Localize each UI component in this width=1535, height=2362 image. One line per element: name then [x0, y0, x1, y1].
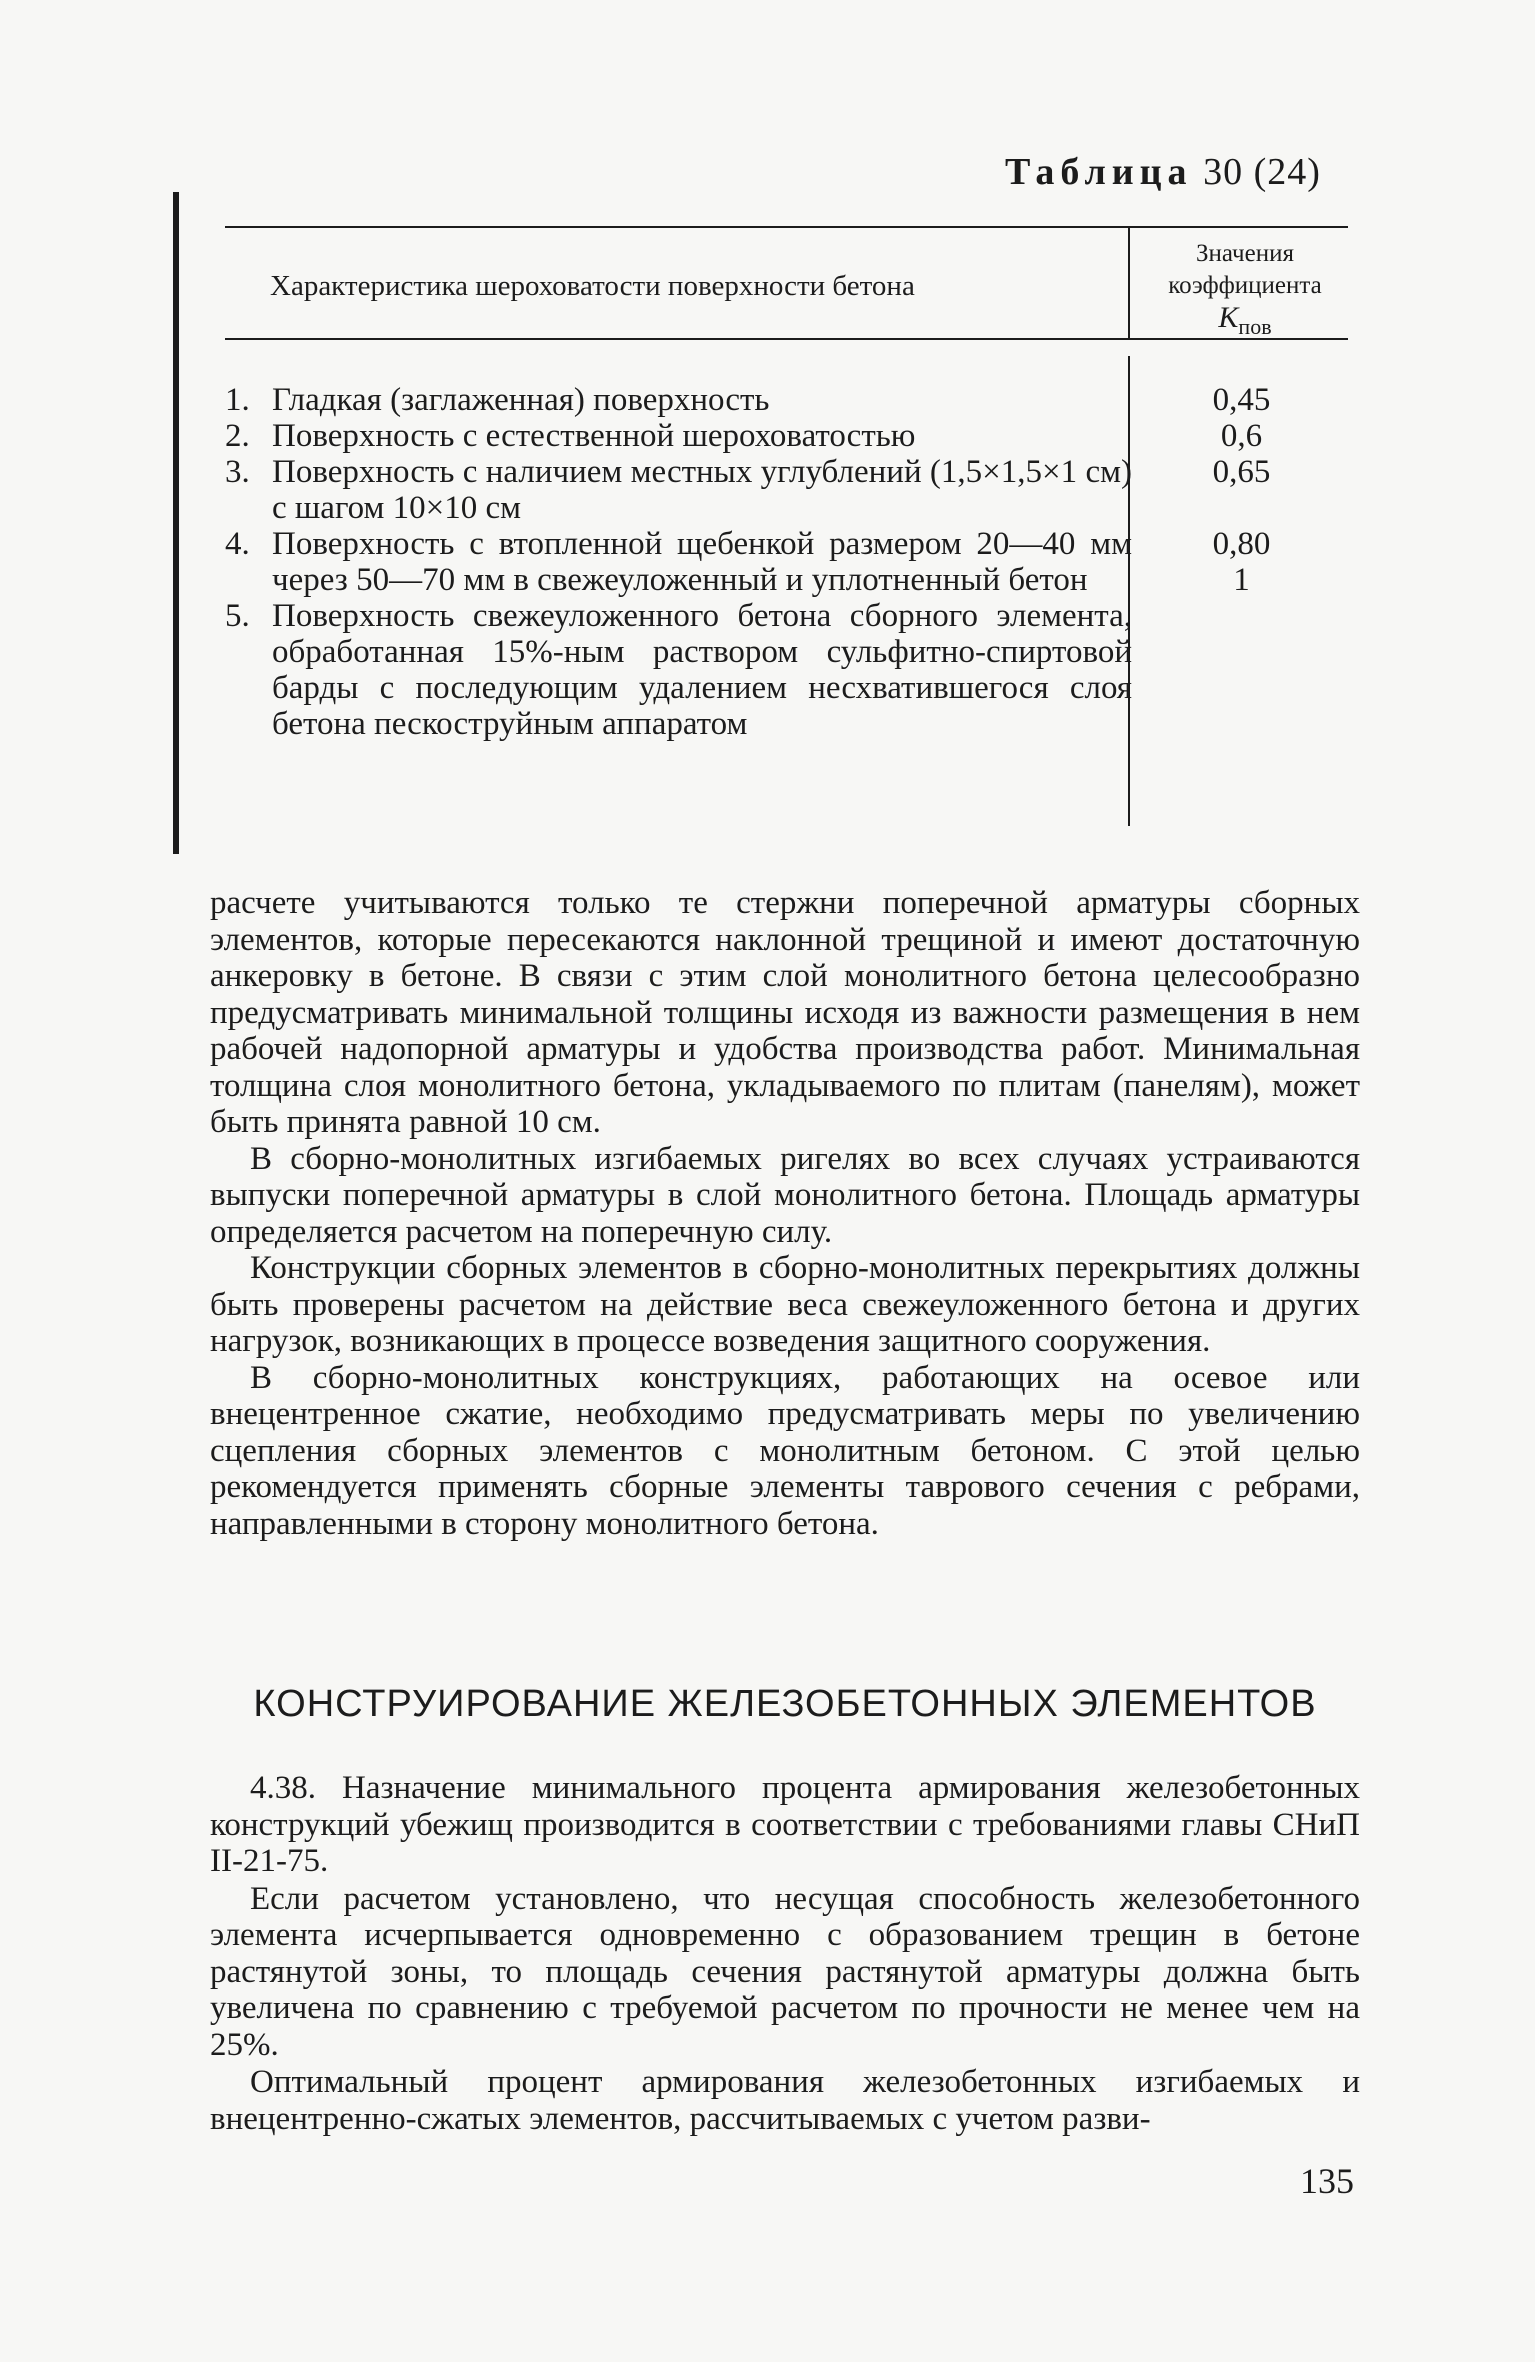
paragraph: В сборно-монолитных изгибаемых ригелях во всех случаях устраиваются выпуски поперечной арматуры в слой монолитного бетона. Площадь арматуры определяется расчетом на поперечную силу. — [210, 1140, 1360, 1250]
paragraph: Если расчетом установлено, что несущая способность железобетонного элемента исчерпывается одновременно с образованием трещин в бетоне растянутой зоны, то площадь сечения растянутой арматуры должна быть увеличена по сравнению с требуемой расчетом по прочности не менее чем на 25%. — [210, 1880, 1360, 2063]
row-text: Гладкая (заглаженная) поверхность — [272, 382, 770, 418]
section-body — [210, 1770, 1360, 2138]
paragraph: 4.38. Назначение минимального процента армирования железобетонных конструкций убежищ производится в соответствии с требованиями главы СНиП II-21-75. — [210, 1770, 1360, 1879]
paragraph: В сборно-монолитных конструкциях, работающих на осевое или внецентренное сжатие, необходимо предусматривать меры по увеличению сцепления сборных элементов с монолитным бетоном. С этой целью рекомендуется применять сборные элементы таврового сечения с ребрами, направленными в сторону монолитного бетона. — [210, 1359, 1360, 1542]
paragraph: Оптимальный процент армирования железобетонных изгибаемых и внецентренно-сжатых элементов, рассчитываемых с учетом разви- — [210, 2064, 1360, 2137]
row-value: 0,6 — [1220, 418, 1263, 454]
paragraph: Конструкции сборных элементов в сборно-монолитных перекрытиях должны быть проверены расчетом на действие веса свежеуложенного бетона и других нагрузок, возникающих в процессе возведения защитного сооружения. — [210, 1250, 1360, 1359]
header-right-line1: Значения — [1196, 240, 1294, 267]
row-number: 4. — [225, 526, 250, 562]
table-title-word: Таблица — [1005, 151, 1193, 193]
row-value: 0,80 — [1212, 526, 1271, 562]
row-text: Поверхность свежеуложенного бетона сборного элемента, обработанная 15%-ным раствором сульфитно-спиртовой барды с последующим удалением несхватившегося слоя бетона пескоструйным аппаратом — [272, 598, 1132, 742]
row-value: 0,65 — [1212, 454, 1271, 490]
header-right-line2: коэффициента — [1168, 272, 1322, 299]
table-rows — [225, 382, 1348, 742]
paragraph: расчете учитываются только те стержни поперечной арматуры сборных элементов, которые пересекаются наклонной трещиной и имеют достаточную анкеровку в бетоне. В связи с этим слой монолитного бетона целесообразно предусматривать минимальной толщины исходя из важности размещения в нем рабочей надопорной арматуры и удобства производства работ. Минимальная толщина слоя монолитного бетона, укладываемого по плитам (панелям), может быть принята равной 10 см. — [210, 885, 1360, 1140]
row-value: 0,45 — [1212, 382, 1271, 418]
table-row — [225, 454, 1348, 526]
section-heading: КОНСТРУИРОВАНИЕ ЖЕЛЕЗОБЕТОННЫХ ЭЛЕМЕНТОВ — [253, 1683, 1317, 1725]
table-header-characteristic: Характеристика шероховатости поверхности бетона — [270, 270, 915, 302]
margin-bar — [173, 192, 179, 854]
table-row — [225, 382, 1348, 418]
table-top-rule — [225, 226, 1348, 228]
row-value-secondary: 1 — [1233, 562, 1250, 598]
row-number: 3. — [225, 454, 250, 490]
table-header-divider — [1128, 226, 1130, 338]
table-title-number: 30 (24) — [1203, 151, 1321, 193]
coefficient-symbol: $K_{пов}$ — [1218, 301, 1272, 339]
table-header-coefficient — [1140, 238, 1350, 343]
row-text: Поверхность с наличием местных углублений (1,5×1,5×1 см) с шагом 10×10 см — [272, 454, 1132, 526]
table-row — [225, 418, 1348, 454]
page-number: 135 — [1300, 2161, 1354, 2201]
row-number: 2. — [225, 418, 250, 454]
row-number: 1. — [225, 382, 250, 418]
table-row — [225, 598, 1348, 742]
row-text: Поверхность с естественной шероховатостью — [272, 418, 916, 454]
table-title — [1005, 150, 1321, 194]
body-text — [210, 885, 1360, 1542]
row-number: 5. — [225, 598, 250, 634]
row-text: Поверхность с втопленной щебенкой размером 20—40 мм через 50—70 мм в свежеуложенный и уплотненный бетон — [272, 526, 1132, 598]
table-row — [225, 526, 1348, 598]
